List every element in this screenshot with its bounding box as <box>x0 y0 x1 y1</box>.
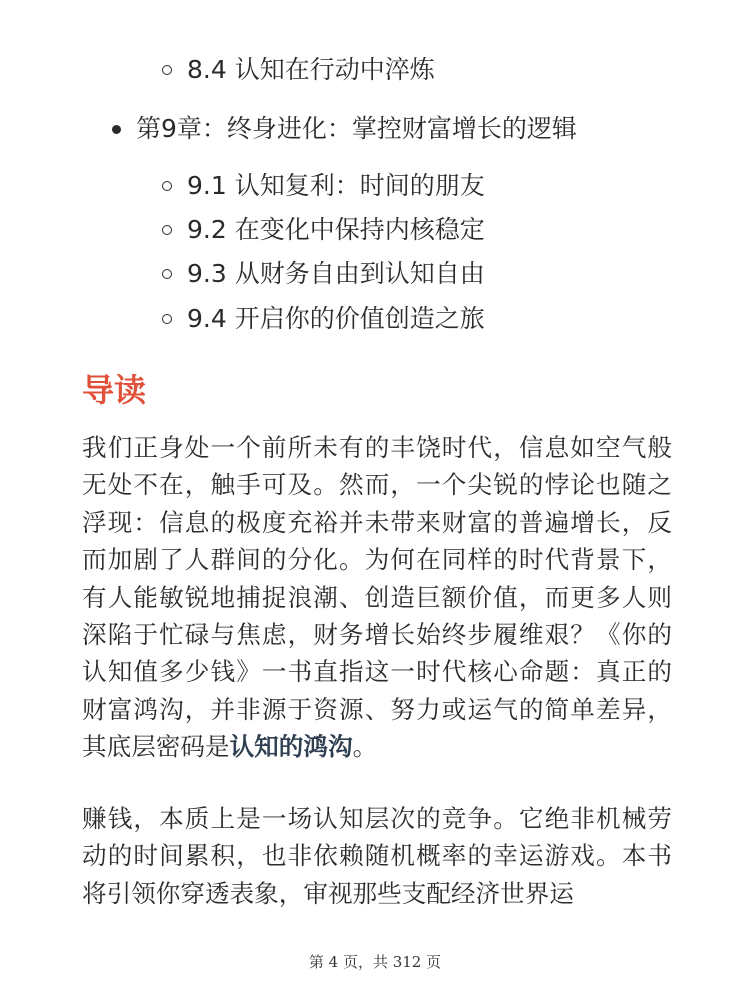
toc-item-8-4[interactable] <box>162 48 435 92</box>
toc-item-label: 第9章：终身进化：掌控财富增长的逻辑 <box>136 114 577 143</box>
toc-item-9-1[interactable] <box>162 164 485 208</box>
paragraph-end-punctuation: 。 <box>352 732 378 762</box>
circle-bullet-icon <box>162 314 172 324</box>
toc-item-9-2[interactable] <box>162 208 485 252</box>
toc-item-9-3[interactable] <box>162 252 485 296</box>
circle-bullet-icon <box>162 181 172 191</box>
circle-bullet-icon <box>162 65 172 75</box>
intro-paragraph-2: 赚钱，本质上是一场认知层次的竞争。它绝非机械劳动的时间累积，也非依赖随机概率的幸运游戏。本书将引领你穿透表象，审视那些支配经济世界运 <box>82 804 672 908</box>
emphasis-text: 认知的鸿沟 <box>229 732 353 762</box>
circle-bullet-icon <box>162 225 172 235</box>
toc-item-label: 8.4 认知在行动中淬炼 <box>187 55 435 84</box>
page-number: 第 4 页，共 312 页 <box>308 953 442 971</box>
disc-bullet-icon <box>112 125 121 134</box>
toc-item-chapter-9[interactable] <box>112 107 577 151</box>
toc-item-label: 9.4 开启你的价值创造之旅 <box>187 304 485 333</box>
paragraph-text: 我们正身处一个前所未有的丰饶时代，信息如空气般无处不在，触手可及。然而，一个尖锐的悖论也随之浮现：信息的极度充裕并未带来财富的普遍增长，反而加剧了人群间的分化。为何在同样的时代背景下，有人能敏锐地捕捉浪潮、创造巨额价值，而更多人则深陷于忙碌与焦虑，财务增长始终步履维艰？《你的认知值多少钱》一书直指这一时代核心命题：真正的财富鸿沟，并非源于资源、努力或运气的简单差异，其底层密码是 <box>82 433 672 762</box>
intro-paragraph-1 <box>82 429 672 766</box>
section-heading: 导读 <box>82 371 147 409</box>
toc-item-label: 9.1 认知复利：时间的朋友 <box>187 171 485 200</box>
toc-item-label: 9.2 在变化中保持内核稳定 <box>187 215 485 244</box>
toc-item-label: 9.3 从财务自由到认知自由 <box>187 259 485 288</box>
circle-bullet-icon <box>162 269 172 279</box>
toc-item-9-4[interactable] <box>162 297 485 341</box>
